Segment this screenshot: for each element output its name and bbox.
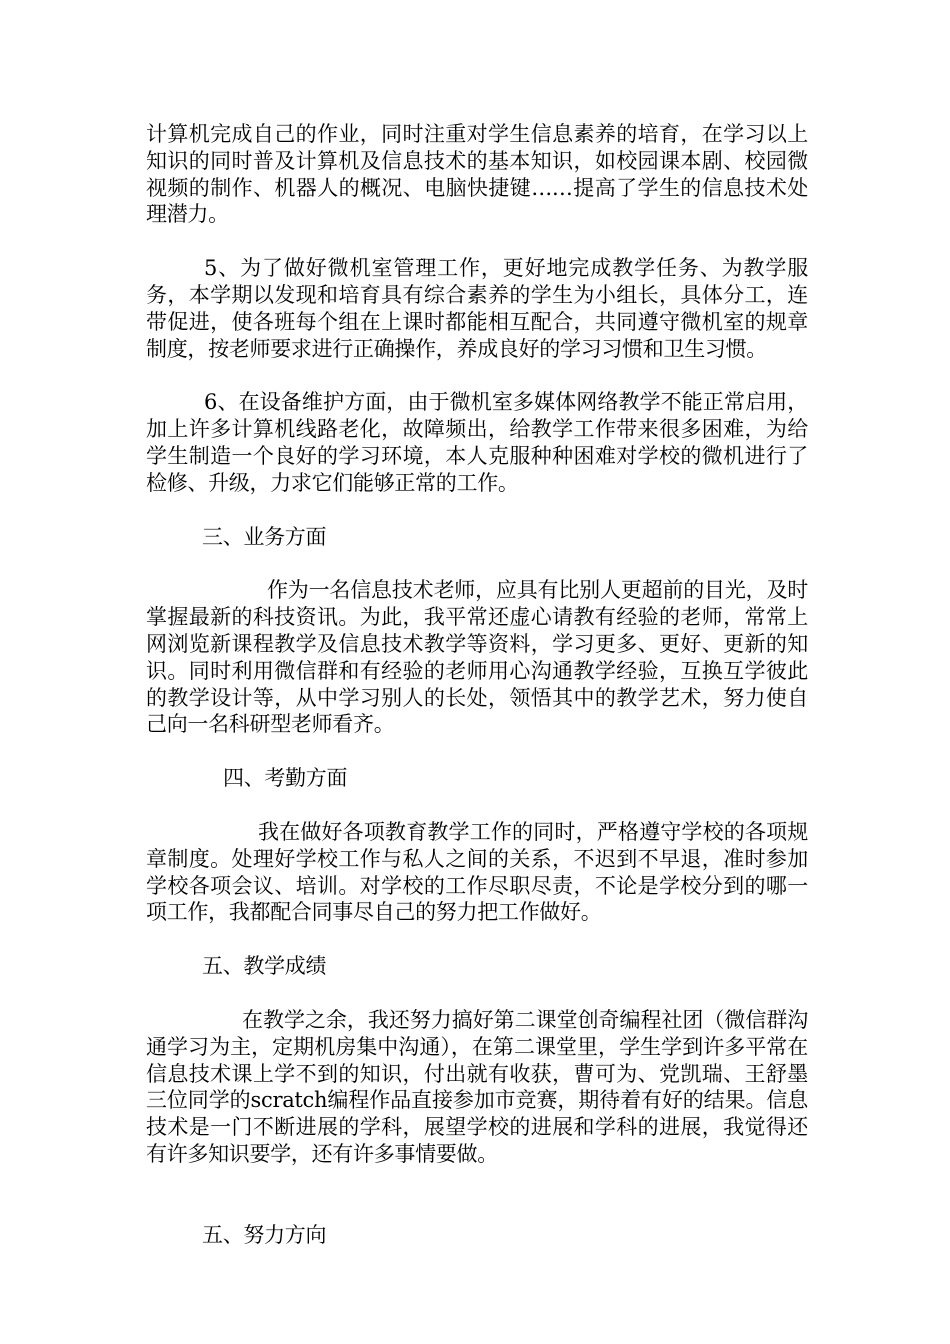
paragraph-attendance: 我在做好各项教育教学工作的同时，严格遵守学校的各项规章制度。处理好学校工作与私人之间的关系，不迟到不早退，准时参加学校各项会议、培训。对学校的工作尽职尽责，不论是学校分到的哪一项工作，我都配合同事尽自己的努力把工作做好。 [146, 819, 808, 925]
paragraph-spacer [146, 926, 808, 953]
paragraph-spacer [146, 980, 808, 1007]
paragraph-spacer [146, 738, 808, 765]
paragraph-item-6: 6、在设备维护方面，由于微机室多媒体网络教学不能正常启用，加上许多计算机线路老化，故障频出，给教学工作带来很多困难，为给学生制造一个良好的学习环境，本人克服种种困难对学校的微机进行了检修、升级，力求它们能够正常的工作。 [146, 390, 808, 495]
section-heading-results: 五、教学成绩 [202, 954, 327, 979]
paragraph-spacer [146, 550, 808, 577]
paragraph-continuation: 计算机完成自己的作业，同时注重对学生信息素养的培育，在学习以上知识的同时普及计算机及信息技术的基本知识，如校园课本剧、校园微视频的制作、机器人的概况、电脑快捷键……提高了学生的信息技术处理潜力。 [146, 122, 808, 227]
section-heading-direction: 五、努力方向 [202, 1222, 327, 1247]
section-heading-attendance: 四、考勤方面 [223, 766, 348, 791]
paragraph-business: 作为一名信息技术老师，应具有比别人更超前的目光，及时掌握最新的科技资讯。为此，我平常还虚心请教有经验的老师，常常上网浏览新课程教学及信息技术教学等资料，学习更多、更好、更新的知识。同时利用微信群和有经验的老师用心沟通教学经验，互换互学彼此的教学设计等，从中学习别人的长处，领悟其中的教学艺术，努力使自己向一名科研型老师看齐。 [146, 578, 808, 737]
section-heading-business: 三、业务方面 [202, 524, 327, 549]
paragraph-spacer [146, 362, 808, 389]
paragraph-results: 在教学之余，我还努力搞好第二课堂创奇编程社团（微信群沟通学习为主，定期机房集中沟通），在第二课堂里，学生学到许多平常在信息技术课上学不到的知识，付出就有收获，曹可为、党凯瑞、王舒墨三位同学的scratch编程作品直接参加市竞赛，期待着有好的结果。信息技术是一门不断进展的学科，展望学校的进展和学科的进展，我觉得还有许多知识要学，还有许多事情要做。 [146, 1007, 808, 1166]
paragraph-spacer [146, 497, 808, 524]
paragraph-item-5: 5、为了做好微机室管理工作，更好地完成教学任务、为教学服务，本学期以发现和培育具有综合素养的学生为小组长，具体分工，连带促进，使各班每个组在上课时都能相互配合，共同遵守微机室的规章制度，按老师要求进行正确操作，养成良好的学习习惯和卫生习惯。 [146, 256, 808, 361]
paragraph-spacer [146, 792, 808, 819]
paragraph-spacer [146, 1168, 808, 1222]
paragraph-spacer [146, 228, 808, 255]
document-body [146, 121, 808, 1249]
